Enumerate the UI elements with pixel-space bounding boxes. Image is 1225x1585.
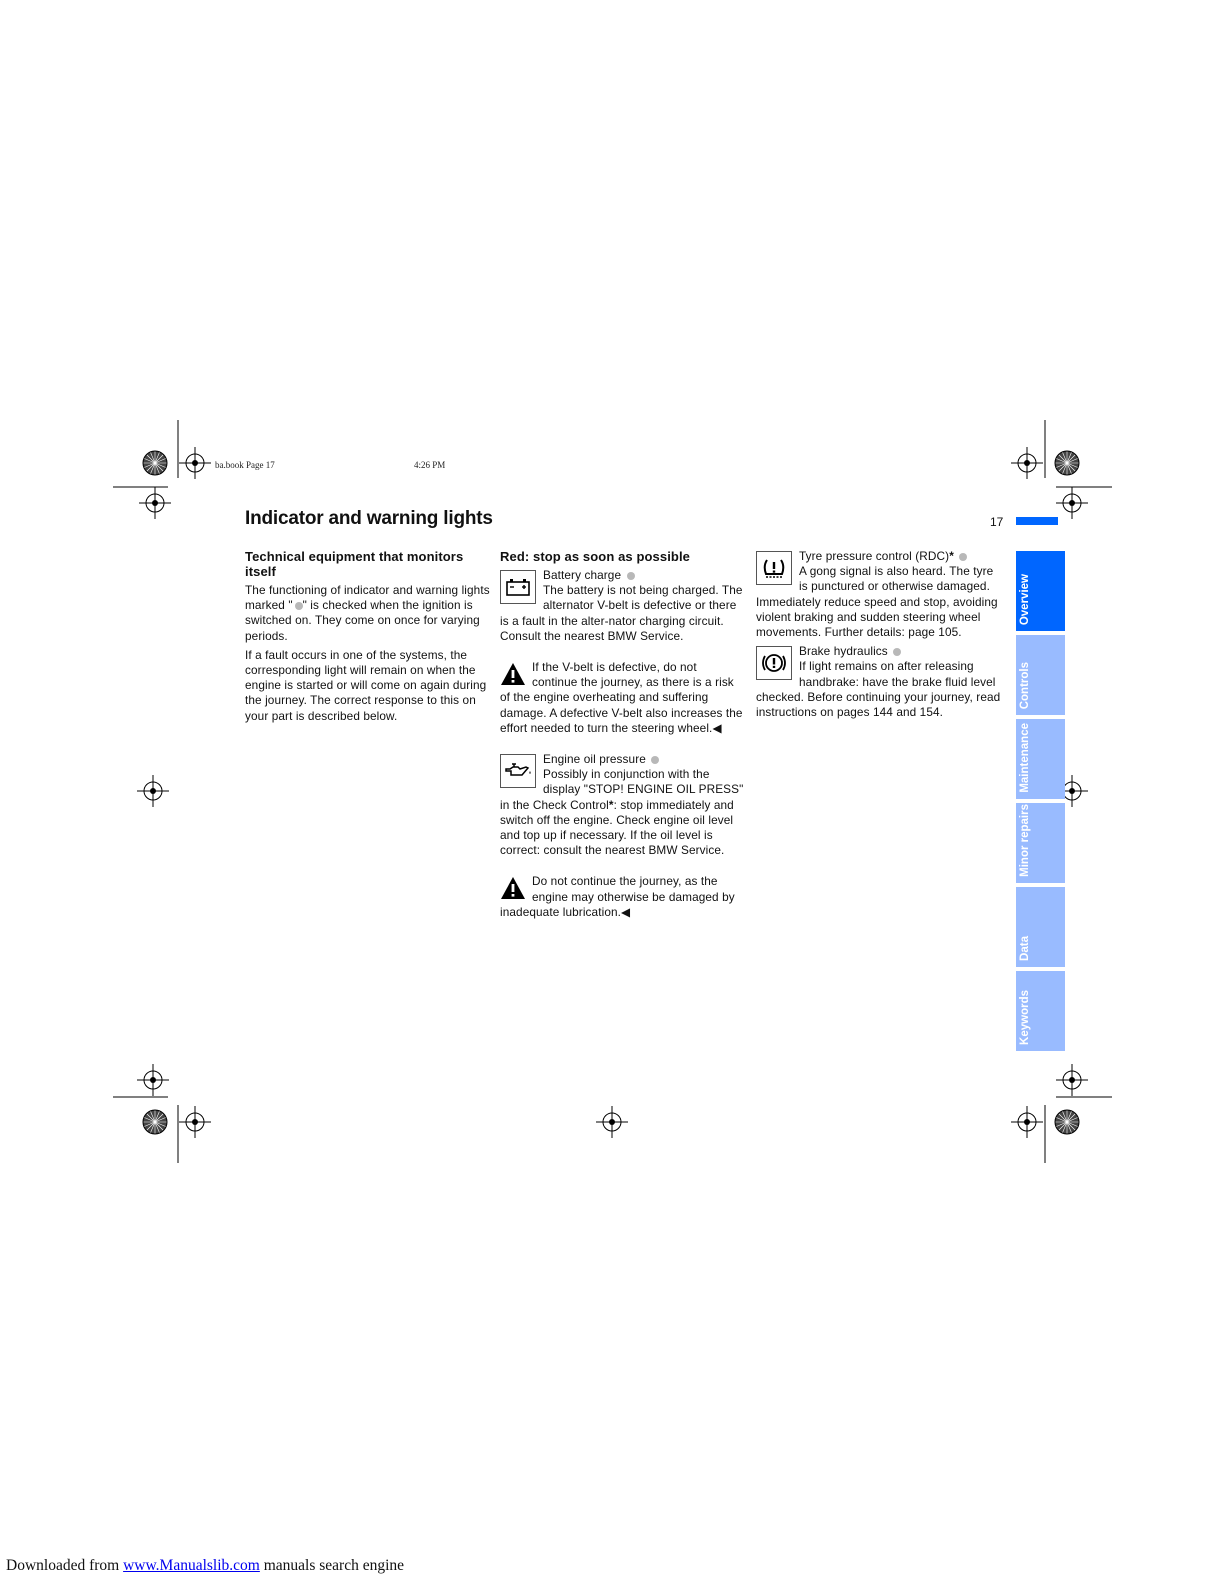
column-right — [756, 549, 1002, 736]
oil-text-2: : stop immediately and switch off the engine. Check engine oil level and top up if necessary. If the oil level is correct: consult the nearest BMW Service. — [500, 797, 734, 858]
page-number: 17 — [990, 515, 1004, 529]
oil-title: Engine oil pressure — [500, 752, 745, 767]
brake-warning-icon — [756, 646, 792, 680]
slug-file: ba.book Page 17 — [215, 460, 275, 470]
end-mark-icon: ◀ — [621, 904, 631, 919]
indicator-brake — [756, 644, 1002, 720]
warning-vbelt — [500, 660, 745, 736]
indicator-oil — [500, 752, 745, 858]
tyre-title: Tyre pressure control (RDC)* — [756, 549, 1002, 564]
tab-data[interactable]: Data — [1016, 887, 1065, 967]
paragraph-functioning: The functioning of indicator and warning lights marked " " is checked when the ignition is switched on. They come on once for varying periods. — [245, 583, 490, 643]
oil-text-1: Possibly in conjunction with the display "STOP! ENGINE OIL PRESS" in the Check Control — [500, 767, 744, 812]
column-middle — [500, 549, 745, 936]
tab-controls[interactable]: Controls — [1016, 635, 1065, 715]
self-check-dot-icon — [651, 756, 659, 764]
battery-text: The battery is not being charged. The alternator V-belt is defective or there is a fault in the alter-nator charging circuit. Consult the nearest BMW Service. — [500, 583, 743, 643]
tab-minor-repairs[interactable]: Minor repairs — [1016, 803, 1065, 883]
self-check-dot-icon — [627, 572, 635, 580]
tab-overview[interactable]: Overview — [1016, 551, 1065, 631]
manualslib-link[interactable]: www.Manualslib.com — [123, 1557, 260, 1574]
page-number-bar — [1016, 517, 1058, 525]
warning-lubrication-text: Do not continue the journey, as the engine may otherwise be damaged by inadequate lubrication. — [500, 874, 735, 919]
brake-title: Brake hydraulics — [756, 644, 1002, 659]
paragraph-fault: If a fault occurs in one of the systems, the corresponding light will remain on when the engine is started or will come on again during the journey. The correct response to this on your part is described below. — [245, 647, 487, 723]
page-title: Indicator and warning lights — [245, 508, 493, 529]
column-left — [245, 549, 490, 728]
warning-triangle-icon — [500, 662, 526, 686]
oil-can-icon — [500, 754, 536, 788]
indicator-tyre-pressure — [756, 549, 1002, 640]
self-check-dot-icon — [893, 648, 901, 656]
section-heading-technical-equipment: Technical equipment that monitors itself — [245, 549, 464, 579]
slug-time: 4:26 PM — [414, 460, 446, 470]
tab-maintenance[interactable]: Maintenance — [1016, 719, 1065, 799]
end-mark-icon: ◀ — [712, 720, 722, 735]
tyre-text: A gong signal is also heard. The tyre is punctured or otherwise damaged. Immediately reduce speed and stop, avoiding violent braking and sudden steering wheel movements. Further details: page 105. — [756, 564, 998, 640]
warning-vbelt-text: If the V-belt is defective, do not continue the journey, as there is a risk of the engine overheating and suffering damage. A defective V-belt also increases the effort needed to turn the steering wheel. — [500, 660, 743, 735]
brake-text: If light remains on after releasing handbrake: have the brake fluid level checked. Before continuing your journey, read instructions on pages 144 and 154. — [756, 659, 1001, 720]
tyre-pressure-icon — [756, 551, 792, 585]
self-check-dot-icon — [295, 602, 303, 610]
oil-star: * — [608, 797, 614, 812]
indicator-battery — [500, 568, 745, 644]
battery-icon — [500, 570, 536, 604]
tab-keywords[interactable]: Keywords — [1016, 971, 1065, 1051]
warning-lubrication — [500, 874, 745, 920]
battery-title: Battery charge — [500, 568, 745, 583]
download-footer: Downloaded from www.Manualslib.com manuals search engine — [6, 1557, 405, 1574]
warning-triangle-icon — [500, 876, 526, 900]
self-check-dot-icon — [959, 553, 967, 561]
section-heading-red: Red: stop as soon as possible — [500, 549, 690, 564]
